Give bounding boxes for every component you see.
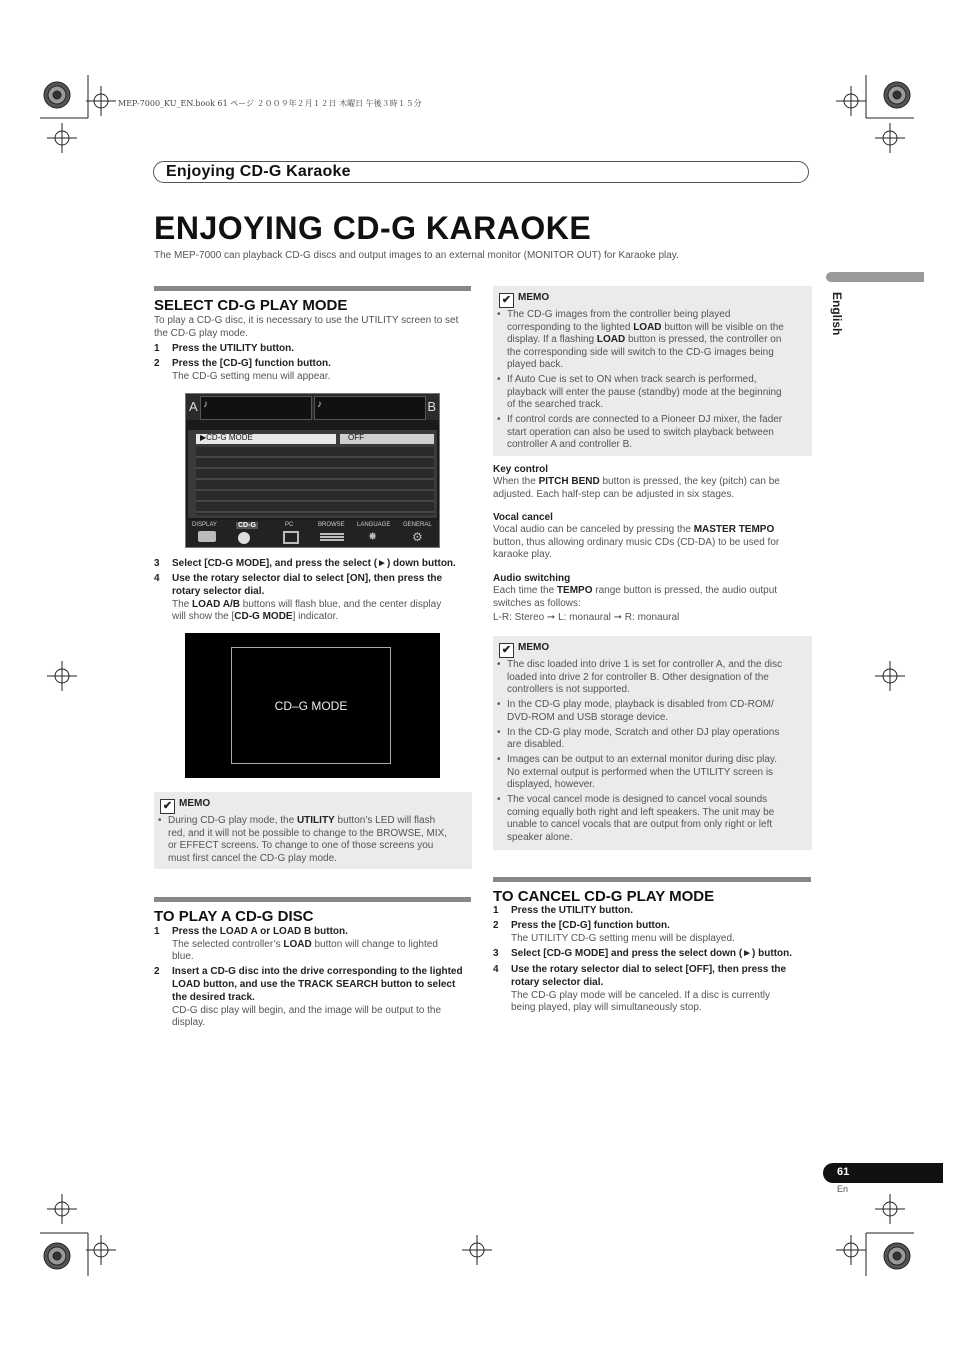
page-language-code: En [837, 1184, 849, 1194]
step-number: 3 [154, 558, 160, 569]
step-desc: The CD-G play mode will be canceled. If a disc is currently [511, 990, 770, 1001]
step-desc: The CD-G setting menu will appear. [172, 371, 331, 382]
cancel-mode-steps: 1 Press the UTILITY button. 2 Press the [CD-G] function button. The UTILITY CD-G setting menu will be displayed. 3 Select [CD-G MODE] and press the select down (►) button. 4 Use the rotary selector dial to select [OFF], then press the rotary selector dial. The CD-G play mode will be canceled. If a disc is currently being played, play will simultaneously stop. [493, 905, 793, 1013]
book-header-line: MEP-7000_KU_EN.book 61 ページ ２００９年２月１２日 木曜日 午後３時１５分 [118, 99, 422, 108]
select-mode-intro: To play a CD-G disc, it is necessary to use the UTILITY screen to set the CD-G play mode. [154, 315, 459, 339]
step-title: Select [CD-G MODE] and press the select down (►) button. [511, 948, 793, 959]
step-title: LOAD button, and use the TRACK SEARCH button to select [172, 979, 456, 990]
page-number-tab [823, 1163, 943, 1183]
tab-cdg[interactable] [230, 521, 268, 546]
step-desc: blue. [172, 951, 194, 962]
memo-item: • In the CD-G play mode, Scratch and other DJ play operations are disabled. [507, 727, 782, 752]
tab-browse[interactable] [314, 521, 352, 546]
deck-b-label: B [427, 399, 436, 414]
tab-label: PC [285, 522, 294, 528]
cdg-setting-menu-screen [185, 393, 440, 548]
page-intro: The MEP-7000 can playback CD-G discs and output images to an external monitor (MONITOR OUT) for Karaoke play. [154, 250, 679, 261]
language-tab-label: English [830, 292, 844, 336]
memo-item: • The vocal cancel mode is designed to cancel vocal sounds coming equally both right and left speakers. The unit may be unable to cancel vocals that are output from only right or left speaker alone. [507, 794, 782, 844]
pc-icon [283, 531, 299, 544]
memo-item: • The CD-G images from the controller being played corresponding to the lighted LOAD button will be visible on the display. If a flashing LOAD button is pressed, the controller on the corresponding side will switch to the CD-G images being played back. [507, 309, 784, 372]
key-control-text: When the PITCH BEND button is pressed, the key (pitch) can be adjusted. Each half-step can be adjusted in six stages. [493, 476, 780, 500]
function-tab-bar [186, 520, 439, 547]
select-mode-steps-1-2 [154, 343, 472, 383]
list-icon [320, 533, 344, 541]
memo-box-1 [154, 792, 472, 869]
language-tab-bar [826, 272, 924, 282]
menu-item-value [340, 434, 434, 444]
step-desc: The UTILITY CD-G setting menu will be displayed. [511, 933, 735, 944]
memo-item: • If Auto Cue is set to ON when track search is performed, playback will enter the pause (standby) mode at the beginning of the searched track. [507, 374, 784, 412]
menu-empty-rows [196, 447, 434, 515]
check-icon: ✔ [499, 293, 514, 308]
deck-b-display [314, 396, 426, 420]
vocal-cancel-section [493, 512, 813, 562]
tab-pc[interactable] [274, 521, 306, 546]
cdg-mode-indicator: CD–G MODE [274, 699, 348, 713]
vocal-cancel-heading: Vocal cancel [493, 512, 553, 523]
memo-list [154, 815, 455, 868]
menu-item-label: ▶CD-G MODE [200, 433, 253, 442]
step-title: Use the rotary selector dial to select [ON], then press the [172, 573, 443, 584]
step-desc: being played, play will simultaneously stop. [511, 1002, 702, 1013]
step-number: 2 [154, 358, 160, 369]
deck-a-label: A [189, 399, 198, 414]
memo-item: • During CD-G play mode, the UTILITY button’s LED will flash red, and it will not be possible to change to the BROWSE, MIX, or EFFECT screens. To change to one of those screens you must first cancel the CD-G play mode. [168, 815, 447, 865]
memo-item: • If control cords are connected to a Pioneer DJ mixer, the fader start operation can also be used to switch playback between controller A and controller B. [507, 414, 784, 452]
memo-heading: ✔ MEMO [499, 642, 549, 658]
audio-switching-text: Each time the TEMPO range button is pressed, the audio output switches as follows: L-R: Stereo ➞ L: monaural ➞ R: monaural [493, 585, 778, 623]
memo-heading: ✔ MEMO [160, 798, 210, 814]
menu-list [188, 430, 437, 518]
key-control-section [493, 464, 813, 501]
memo-heading: ✔ MEMO [499, 292, 549, 308]
tab-label: DISPLAY [192, 522, 217, 528]
language-tab [826, 292, 856, 352]
step-title: rotary selector dial. [172, 586, 265, 597]
deck-a-display [200, 396, 312, 420]
menu-item-cdg-mode[interactable] [196, 434, 336, 444]
step-title: Insert a CD-G disc into the drive corresponding to the lighted [172, 966, 463, 977]
tab-label: GENERAL [403, 522, 432, 528]
center-display-frame [231, 647, 391, 764]
cdg-mode-indicator-screen [185, 633, 440, 778]
step-title: Use the rotary selector dial to select [OFF], then press the [511, 964, 787, 975]
gear-icon: ⚙ [412, 530, 423, 544]
step-title: Press the LOAD A or LOAD B button. [172, 926, 348, 937]
select-mode-heading: SELECT CD-G PLAY MODE [154, 286, 471, 314]
memo-box-2 [493, 286, 812, 456]
tab-label: BROWSE [318, 522, 345, 528]
step-title: Press the UTILITY button. [172, 343, 295, 354]
tab-language[interactable] [356, 521, 396, 546]
step-title: Press the [CD-G] function button. [172, 358, 331, 369]
step-desc: The LOAD A/B buttons will flash blue, and the center display [172, 599, 442, 610]
check-icon: ✔ [499, 643, 514, 658]
step-desc: The selected controller’s LOAD button will change to lighted [172, 939, 438, 950]
section-tab [153, 161, 809, 183]
music-note-icon: ♪ [203, 399, 208, 410]
play-disc-heading: TO PLAY A CD-G DISC [154, 897, 471, 925]
menu-value-label: OFF [348, 433, 364, 442]
tab-display[interactable] [188, 521, 226, 546]
memo-list [493, 309, 792, 454]
step-title: Press the UTILITY button. [511, 905, 634, 916]
step-desc: will show the [CD-G MODE] indicator. [172, 611, 339, 622]
step-title: rotary selector dial. [511, 977, 604, 988]
tab-label: LANGUAGE [357, 522, 391, 528]
tab-label: CD-G [238, 522, 256, 529]
cancel-mode-heading: TO CANCEL CD-G PLAY MODE [493, 877, 811, 905]
memo-item: • In the CD-G play mode, playback is disabled from CD-ROM/ DVD-ROM and USB storage device. [507, 699, 782, 724]
memo-item: • The disc loaded into drive 1 is set for controller A, and the disc loaded into drive 2 for controller B. Other designation of the controllers is not supported. [507, 659, 782, 697]
vocal-cancel-text: Vocal audio can be canceled by pressing the MASTER TEMPO button, thus allowing ordinary music CDs (CD-DA) to be used for karaoke play. [493, 524, 780, 560]
globe-icon: ✸ [368, 531, 378, 543]
step-number: 1 [154, 343, 160, 354]
step-desc: display. [172, 1017, 206, 1028]
audio-switching-section [493, 573, 813, 625]
tab-general[interactable] [400, 521, 438, 546]
audio-switching-heading: Audio switching [493, 573, 571, 584]
play-disc-steps: 1 Press the LOAD A or LOAD B button. The selected controller’s LOAD button will change to lighted blue. 2 Insert a CD-G disc into the drive corresponding to the lighted LOAD button, and use the TRACK SEARCH button to select the desired track. CD-G disc play will begin, and the image will be output to the display. [154, 926, 463, 1028]
step-title: the desired track. [172, 992, 255, 1003]
select-mode-steps-3-4 [154, 558, 472, 624]
page-title: ENJOYING CD-G KARAOKE [154, 210, 592, 246]
key-control-heading: Key control [493, 464, 549, 475]
section-tab-label: Enjoying CD-G Karaoke [166, 163, 351, 180]
memo-item: • Images can be output to an external monitor during disc play. No external output is performed when the UTILITY screen is displayed, however. [507, 754, 782, 792]
music-note-icon: ♪ [317, 399, 322, 410]
step-desc: CD-G disc play will begin, and the image will be output to the [172, 1005, 442, 1016]
display-icon [198, 531, 216, 542]
memo-box-3 [493, 636, 812, 850]
step-number: 4 [154, 573, 160, 584]
page-number: 61 [837, 1166, 850, 1178]
memo-list [493, 659, 790, 847]
check-icon: ✔ [160, 799, 175, 814]
step-title: Select [CD-G MODE], and press the select (►) down button. [172, 558, 456, 569]
deck-bar [186, 394, 439, 420]
step-title: Press the [CD-G] function button. [511, 920, 670, 931]
disc-icon [238, 532, 250, 544]
